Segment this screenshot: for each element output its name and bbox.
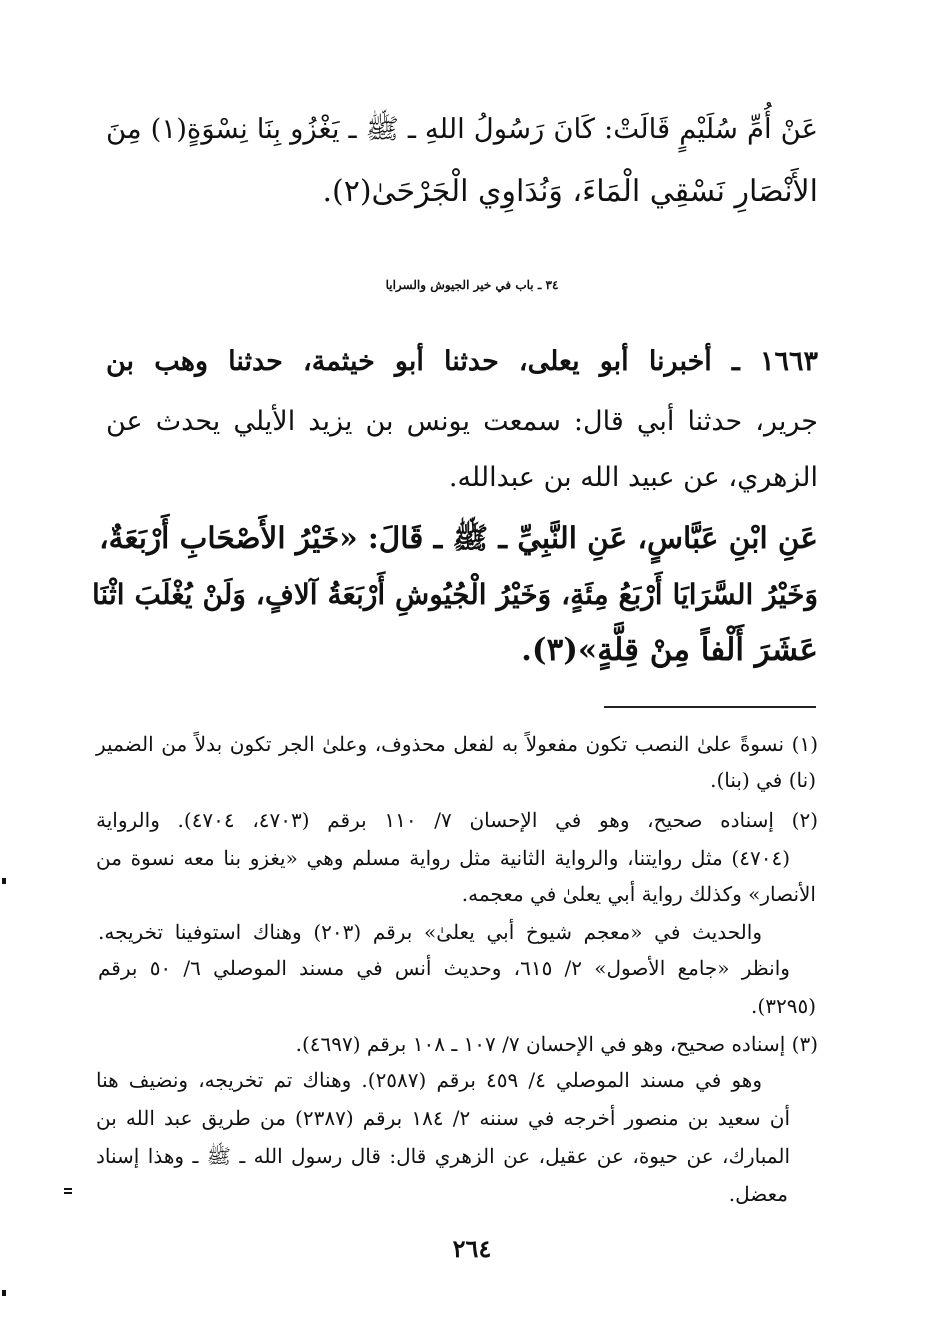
footnote-1-line-1: (١) نسوةً علىٰ النصب تكون مفعولاً به لفعل محذوف، وعلىٰ الجر تكون بدلاً من الضمير (96, 732, 818, 756)
footnote-3-line-3: أن سعيد بن منصور أخرجه في سننه ٢/ ١٨٤ برقم (٢٣٨٧) من طريق عبد الله بن (96, 1106, 790, 1130)
chapter-heading: ٣٤ ـ باب في خير الجيوش والسرايا (385, 278, 559, 292)
scan-mark-left-dash (64, 1188, 72, 1190)
page-number: ٢٦٤ (452, 1234, 492, 1263)
matn-line-2: وَخَيْرُ السَّرَايَا أَرْبَعُ مِئَةٍ، وَخَيْرُ الْجُيُوشِ أَرْبَعَةُ آلافٍ، وَلَنْ يُغْلَبَ اثْنَا (92, 578, 818, 611)
matn-line-1: عَنِ ابْنِ عَبَّاسٍ، عَنِ النَّبِيِّ ـ ﷺ ـ قَالَ: «خَيْرُ الأَصْحَابِ أَرْبَعَةٌ، (99, 520, 818, 555)
scan-mark-left-bottom (2, 1290, 6, 1296)
footnote-3-line-1: (٣) إسناده صحيح، وهو في الإحسان ٧/ ١٠٧ ـ ١٠٨ برقم (٤٦٩٧). (295, 1032, 818, 1056)
footnote-separator (604, 706, 816, 708)
footnote-2-line-3: الأنصار» وكذلك رواية أبي يعلىٰ في معجمه. (461, 882, 816, 906)
isnad-line-3: الزهري، عن عبيد الله بن عبدالله. (448, 462, 818, 493)
footnote-2-line-6: (٣٢٩٥). (751, 994, 816, 1018)
hadith-1662-line-1: عَنْ أُمِّ سُلَيْمٍ قَالَتْ: كَانَ رَسُولُ اللهِ ـ ﷺ ـ يَغْزُو بِنَا نِسْوَةٍ(١) مِنَ (106, 113, 818, 145)
isnad-line-2: جرير، حدثنا أبي قال: سمعت يونس بن يزيد الأيلي يحدث عن (106, 406, 818, 437)
footnote-3-line-5: معضل. (728, 1182, 788, 1206)
footnote-2-line-2: (٤٧٠٤) مثل روايتنا، والرواية الثانية مثل رواية مسلم وهي «يغزو بنا معه نسوة من (96, 846, 790, 870)
matn-line-3: عَشَرَ أَلْفاً مِنْ قِلَّةٍ»(٣). (521, 632, 818, 668)
scan-mark-left-top (2, 878, 6, 884)
footnote-2-line-5: وانظر «جامع الأصول» ٢/ ٦١٥، وحديث أنس في مسند الموصلي ٦/ ٥٠ برقم (98, 956, 790, 980)
footnote-3-line-2: وهو في مسند الموصلي ٤/ ٤٥٩ برقم (٢٥٨٧). وهناك تم تخريجه، ونضيف هنا (96, 1068, 762, 1092)
footnote-1-line-2: (نا) في (بنا). (710, 768, 816, 792)
scan-mark-left-dash-2 (64, 1192, 72, 1194)
isnad-line-1: ١٦٦٣ ـ أخبرنا أبو يعلى، حدثنا أبو خيثمة، حدثنا وهب بن (106, 346, 818, 377)
footnote-2-line-4: والحديث في «معجم شيوخ أبي يعلىٰ» برقم (٢٠٣) وهناك استوفينا تخريجه. (98, 920, 762, 944)
footnote-2-line-1: (٢) إسناده صحيح، وهو في الإحسان ٧/ ١١٠ برقم (٤٧٠٣، ٤٧٠٤). والرواية (96, 808, 818, 832)
hadith-1662-line-2: الأَنْصَارِ نَسْقِي الْمَاءَ، وَنُدَاوِي الْجَرْحَىٰ(٢). (322, 174, 818, 209)
footnote-3-line-4: المبارك، عن حيوة، عن عقيل، عن الزهري قال: قال رسول الله ـ ﷺ ـ وهذا إسناد (96, 1144, 790, 1168)
